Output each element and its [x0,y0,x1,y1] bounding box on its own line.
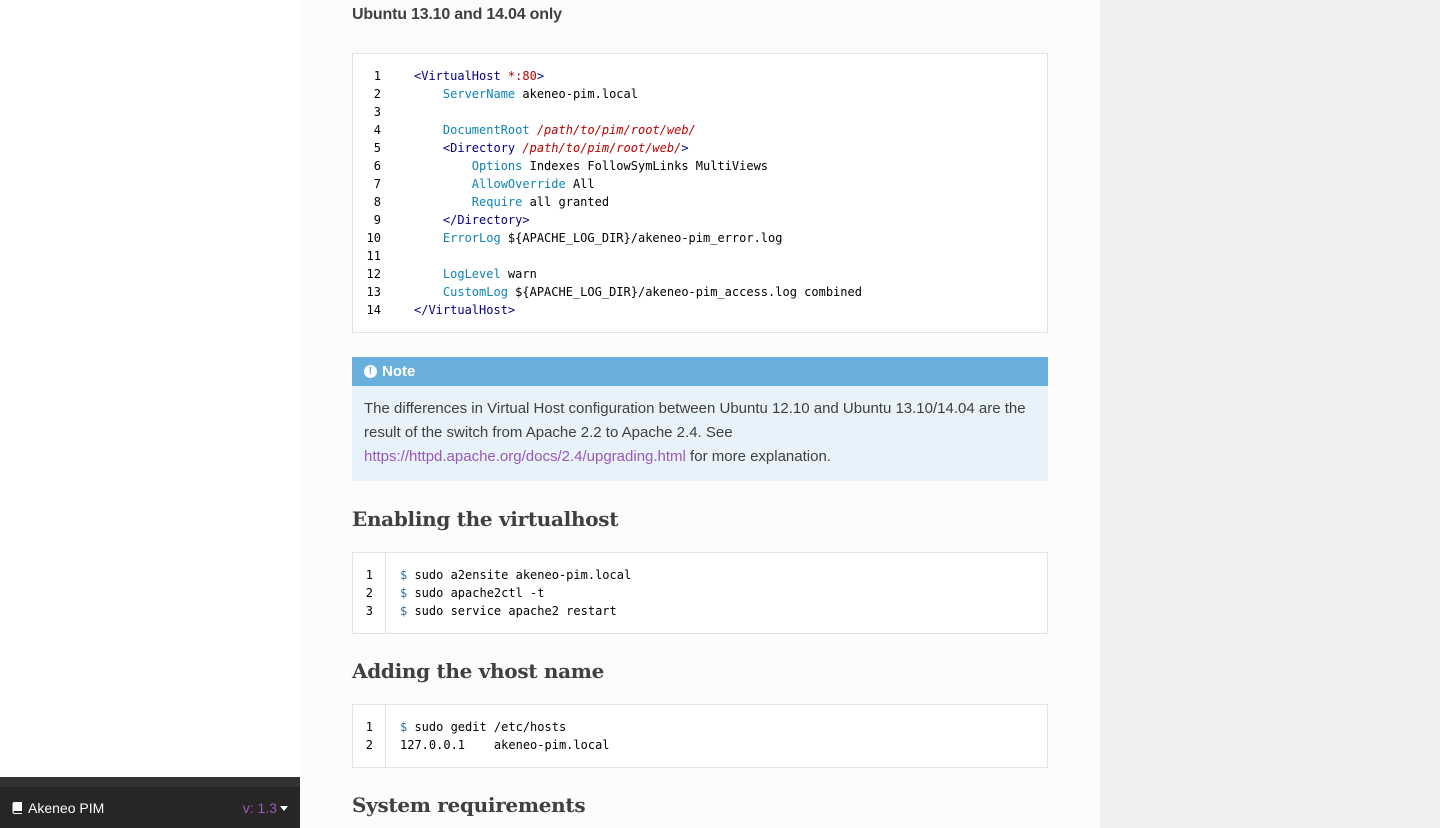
info-icon: ! [364,365,377,378]
line-number: 9 [373,213,381,227]
code-line [414,283,862,301]
code-token [414,267,443,281]
code-line [414,67,862,85]
code-token: $ [400,604,408,618]
line-numbers [353,54,387,332]
code-line [400,584,631,602]
line-number: 8 [373,195,381,209]
line-number: 1 [373,69,381,83]
code-token: DocumentRoot [442,123,530,137]
code-token: Options [471,159,523,173]
project-name: Akeneo PIM [12,800,104,816]
code-token [414,177,472,191]
code-token: sudo gedit /etc/hosts [407,720,567,734]
code-token [414,231,443,245]
code-token [414,195,472,209]
code-token: Require [471,195,523,209]
line-number: 7 [373,177,381,191]
code-token: AllowOverride [471,177,566,191]
code-token: warn [500,267,537,281]
line-number: 11 [366,249,381,263]
left-sidebar-background [0,0,300,828]
code-token: $ [400,568,408,582]
line-number: 3 [365,604,373,618]
code-token: <VirtualHost [414,69,508,83]
note-text: The differences in Virtual Host configuration between Ubuntu 12.10 and Ubuntu 13.10/14.04 are the result of the switch from Apache 2.2 to Apache 2.4. See [364,400,1026,441]
code-token: </Directory> [442,213,530,227]
code-token: Indexes FollowSymLinks MultiViews [522,159,769,173]
enabling-virtualhost-heading: Enabling the virtualhost [352,507,619,531]
line-number: 10 [366,231,381,245]
virtualhost-code-block[interactable] [352,53,1048,333]
code-token: > [681,141,689,155]
line-number: 5 [373,141,381,155]
line-numbers [353,705,386,767]
line-number: 6 [373,159,381,173]
code-line [414,247,862,265]
code-line [414,301,862,319]
code-token: $ [400,586,408,600]
line-number: 2 [365,738,373,752]
note-title [352,357,1048,386]
code-token: akeneo-pim.local [515,87,638,101]
apache-upgrading-link[interactable]: https://httpd.apache.org/docs/2.4/upgrading.html [364,448,686,465]
code-token: LogLevel [442,267,501,281]
code-line [400,736,610,754]
note-admonition [352,357,1048,481]
code-token: > [536,69,545,83]
code-token [414,285,443,299]
line-number: 12 [366,267,381,281]
code-line [400,718,610,736]
note-body [352,386,1048,480]
code-token [414,87,443,101]
code-token: ${APACHE_LOG_DIR}/akeneo-pim_error.log [500,231,783,245]
line-number: 4 [373,123,381,137]
code-token: sudo service apache2 restart [407,604,617,618]
code-token: ServerName [442,87,516,101]
code-line [414,211,862,229]
line-numbers [353,553,386,633]
code-content [387,54,862,332]
system-requirements-heading: System requirements [352,793,586,817]
code-token: </VirtualHost> [414,303,516,317]
code-line [414,175,862,193]
code-line [414,265,862,283]
code-token: All [565,177,595,191]
code-line [414,121,862,139]
code-line [400,566,631,584]
code-line [414,193,862,211]
code-line [414,157,862,175]
line-number: 2 [365,586,373,600]
code-token: *:80 [507,69,537,83]
code-token [414,141,443,155]
caret-down-icon [280,806,288,811]
line-number: 13 [366,285,381,299]
enable-commands-code-block[interactable] [352,552,1048,634]
book-icon [12,802,23,814]
code-token: /path/to/pim/root/web/ [529,123,696,137]
code-token: CustomLog [442,285,508,299]
right-background [1100,0,1440,828]
code-line [414,103,862,121]
code-token: ${APACHE_LOG_DIR}/akeneo-pim_access.log combined [507,285,862,299]
note-text-after: for more explanation. [685,448,831,465]
code-content [386,553,631,633]
hosts-code-block[interactable] [352,704,1048,768]
code-token: 127.0.0.1 akeneo-pim.local [400,738,610,752]
code-token: /path/to/pim/root/web/ [522,141,682,155]
code-content [386,705,610,767]
code-token: ErrorLog [442,231,501,245]
code-line [414,85,862,103]
code-token [414,123,443,137]
code-token: sudo apache2ctl -t [407,586,545,600]
code-token: sudo a2ensite akeneo-pim.local [407,568,632,582]
version-switcher[interactable] [0,777,300,828]
note-title-text: Note [382,363,416,380]
line-number: 14 [366,303,381,317]
code-line [400,602,631,620]
line-number: 2 [373,87,381,101]
code-token: all granted [522,195,610,209]
code-line [414,229,862,247]
version-dropdown[interactable]: v: 1.3 [243,800,288,816]
adding-vhost-heading: Adding the vhost name [352,659,605,683]
ubuntu-heading: Ubuntu 13.10 and 14.04 only [352,6,562,23]
code-line [414,139,862,157]
line-number: 1 [365,720,373,734]
code-token: <Directory [442,141,523,155]
line-number: 1 [365,568,373,582]
code-token [414,213,443,227]
line-number: 3 [373,105,381,119]
code-token [414,159,472,173]
code-token: $ [400,720,408,734]
